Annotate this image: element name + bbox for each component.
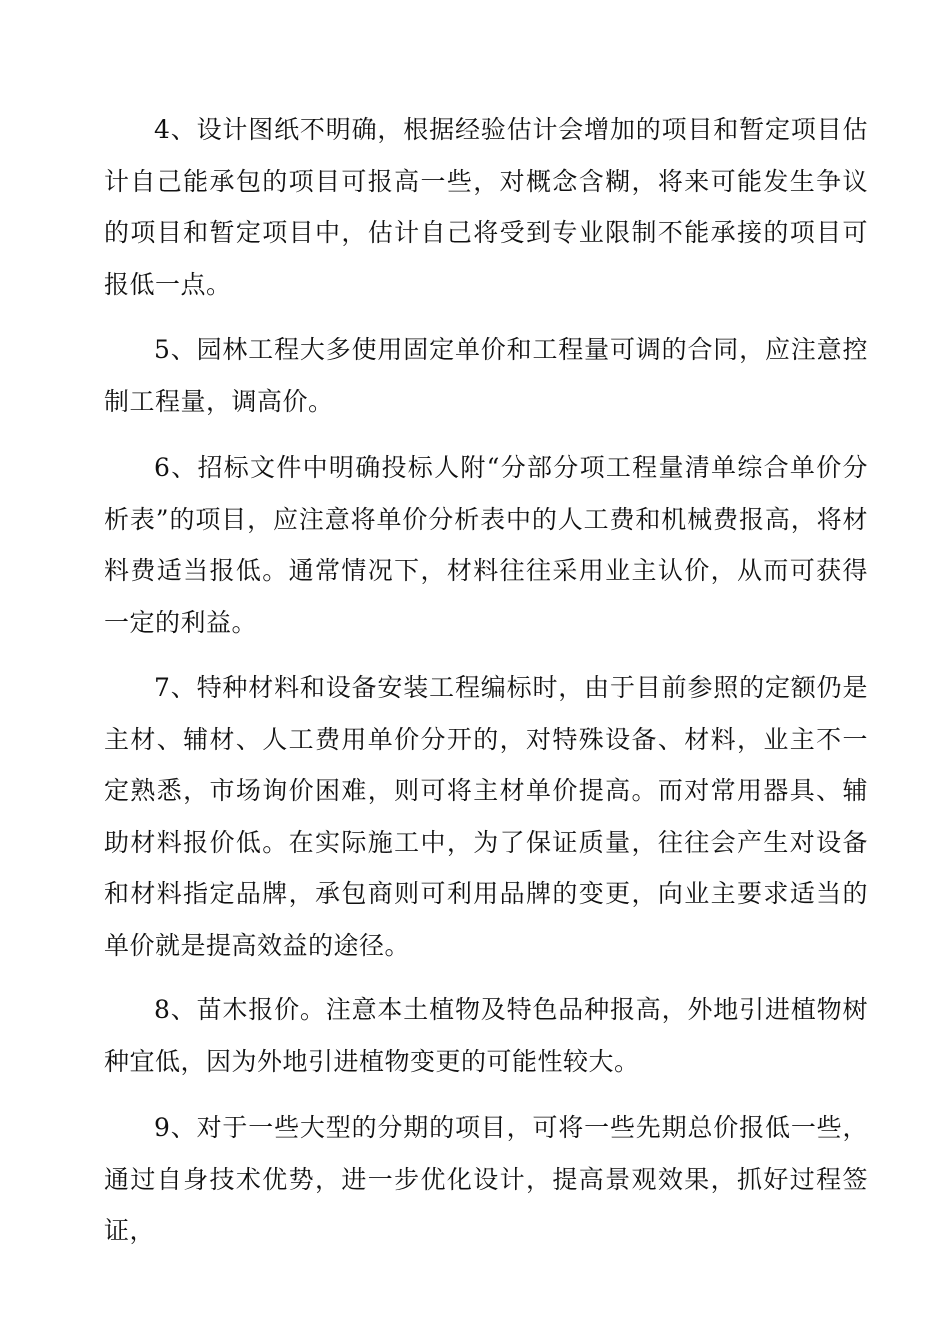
paragraph-4: 4、设计图纸不明确，根据经验估计会增加的项目和暂定项目估计自己能承包的项目可报高一些，对概念含糊，将来可能发生争议的项目和暂定项目中，估计自己将受到专业限制不能承接的项目可报低一点。 [104,115,868,299]
paragraph-9: 9、对于一些大型的分期的项目，可将一些先期总价报低一些，通过自身技术优势，进一步优化设计，提高景观效果，抓好过程签证， [104,1113,868,1245]
paragraph-5: 5、园林工程大多使用固定单价和工程量可调的合同，应注意控制工程量，调高价。 [104,335,868,416]
paragraph-6: 6、招标文件中明确投标人附“分部分项工程量清单综合单价分析表”的项目，应注意将单价分析表中的人工费和机械费报高，将材料费适当报低。通常情况下，材料往往采用业主认价，从而可获得一定的利益。 [104,453,868,637]
paragraph-7: 7、特种材料和设备安装工程编标时，由于目前参照的定额仍是主材、辅材、人工费用单价分开的，对特殊设备、材料，业主不一定熟悉，市场询价困难，则可将主材单价提高。而对常用器具、辅助材料报价低。在实际施工中，为了保证质量，往往会产生对设备和材料指定品牌，承包商则可利用品牌的变更，向业主要求适当的单价就是提高效益的途径。 [104,673,868,960]
paragraph-8: 8、苗木报价。注意本土植物及特色品种报高，外地引进植物树种宜低，因为外地引进植物变更的可能性较大。 [104,995,868,1076]
